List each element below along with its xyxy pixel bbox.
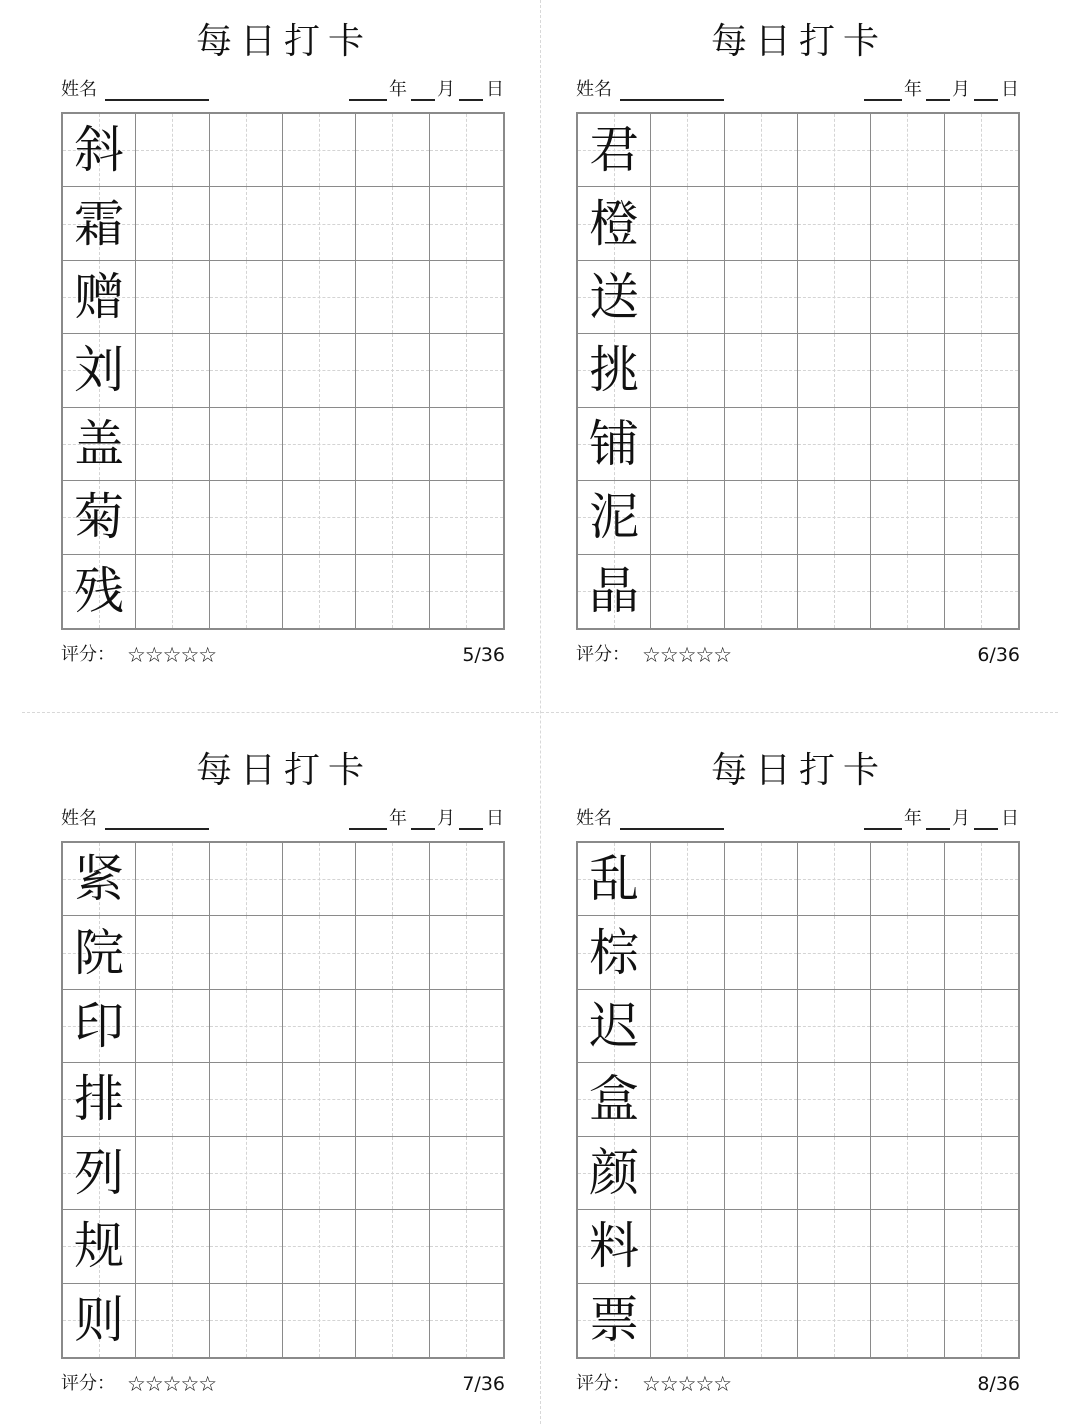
- practice-cell[interactable]: [798, 990, 871, 1063]
- practice-cell[interactable]: [210, 1284, 283, 1357]
- model-character: 君: [589, 121, 640, 180]
- practice-grid: [576, 841, 1020, 1359]
- model-character-cell: [578, 334, 651, 407]
- worksheet-title: 每日打卡: [710, 750, 887, 791]
- practice-cell[interactable]: [871, 843, 944, 916]
- worksheet: [61, 0, 507, 690]
- day-blank-line[interactable]: [974, 828, 998, 830]
- practice-cell[interactable]: [356, 334, 429, 407]
- year-label: 年: [389, 79, 407, 100]
- practice-cell[interactable]: [283, 334, 356, 407]
- name-date-row: [576, 806, 1022, 832]
- practice-cell[interactable]: [283, 114, 356, 187]
- model-character: 斜: [74, 121, 125, 180]
- practice-cell[interactable]: [430, 990, 503, 1063]
- practice-cell[interactable]: [210, 187, 283, 260]
- practice-cell[interactable]: [356, 1284, 429, 1357]
- practice-cell[interactable]: [651, 187, 724, 260]
- practice-cell[interactable]: [283, 481, 356, 554]
- name-label: 姓名: [576, 808, 612, 829]
- month-blank-line[interactable]: [926, 828, 950, 830]
- name-blank-line[interactable]: [620, 99, 724, 101]
- practice-cell[interactable]: [430, 1210, 503, 1283]
- practice-cell[interactable]: [283, 1284, 356, 1357]
- model-character-cell: [578, 916, 651, 989]
- model-character: 迟: [589, 997, 640, 1056]
- rating-stars[interactable]: ☆☆☆☆☆: [642, 1372, 732, 1396]
- practice-cell[interactable]: [136, 990, 209, 1063]
- practice-cell[interactable]: [725, 916, 798, 989]
- practice-cell[interactable]: [356, 408, 429, 481]
- name-blank-line[interactable]: [620, 828, 724, 830]
- practice-cell[interactable]: [871, 916, 944, 989]
- practice-cell[interactable]: [283, 990, 356, 1063]
- model-character-cell: [63, 990, 136, 1063]
- practice-cell[interactable]: [210, 843, 283, 916]
- practice-cell[interactable]: [871, 1284, 944, 1357]
- practice-cell[interactable]: [430, 1284, 503, 1357]
- practice-cell[interactable]: [356, 1063, 429, 1136]
- month-blank-line[interactable]: [411, 828, 435, 830]
- score-label: 评分：: [576, 1373, 630, 1394]
- model-character: 霜: [74, 194, 125, 253]
- model-character-cell: [63, 408, 136, 481]
- worksheet: [61, 729, 507, 1419]
- practice-cell[interactable]: [945, 1137, 1018, 1210]
- model-character-cell: [63, 187, 136, 260]
- page-number: 6/36: [977, 644, 1020, 666]
- month-label: 月: [952, 79, 970, 100]
- practice-cell[interactable]: [356, 555, 429, 628]
- worksheet-footer: [576, 1371, 1020, 1397]
- practice-cell[interactable]: [871, 555, 944, 628]
- practice-cell[interactable]: [283, 187, 356, 260]
- practice-cell[interactable]: [651, 1284, 724, 1357]
- worksheet-footer: [61, 1371, 505, 1397]
- model-character: 残: [74, 562, 125, 621]
- practice-cell[interactable]: [430, 114, 503, 187]
- day-blank-line[interactable]: [459, 828, 483, 830]
- practice-cell[interactable]: [210, 990, 283, 1063]
- practice-cell[interactable]: [430, 334, 503, 407]
- practice-cell[interactable]: [945, 261, 1018, 334]
- model-character-cell: [578, 1210, 651, 1283]
- practice-cell[interactable]: [871, 408, 944, 481]
- page-number: 5/36: [462, 644, 505, 666]
- practice-cell[interactable]: [210, 1210, 283, 1283]
- practice-cell[interactable]: [430, 408, 503, 481]
- model-character: 列: [74, 1143, 125, 1202]
- model-character: 铺: [589, 414, 640, 473]
- practice-cell[interactable]: [651, 114, 724, 187]
- model-character-cell: [578, 261, 651, 334]
- practice-cell[interactable]: [871, 261, 944, 334]
- practice-cell[interactable]: [430, 1137, 503, 1210]
- practice-cell[interactable]: [283, 843, 356, 916]
- day-label: 日: [1001, 79, 1019, 100]
- model-character-cell: [63, 261, 136, 334]
- practice-cell[interactable]: [283, 1210, 356, 1283]
- practice-cell[interactable]: [945, 990, 1018, 1063]
- practice-cell[interactable]: [798, 187, 871, 260]
- practice-cell[interactable]: [871, 481, 944, 554]
- year-blank-line[interactable]: [349, 99, 387, 101]
- practice-cell[interactable]: [356, 1210, 429, 1283]
- model-character-cell: [63, 1063, 136, 1136]
- month-label: 月: [437, 808, 455, 829]
- practice-cell[interactable]: [651, 843, 724, 916]
- practice-cell[interactable]: [356, 187, 429, 260]
- practice-cell[interactable]: [136, 1137, 209, 1210]
- practice-cell[interactable]: [136, 843, 209, 916]
- practice-cell[interactable]: [871, 334, 944, 407]
- model-character: 盖: [74, 414, 125, 473]
- practice-cell[interactable]: [945, 1210, 1018, 1283]
- model-character: 规: [74, 1217, 125, 1276]
- rating-stars[interactable]: ☆☆☆☆☆: [642, 643, 732, 667]
- practice-cell[interactable]: [356, 481, 429, 554]
- practice-cell[interactable]: [945, 555, 1018, 628]
- practice-cell[interactable]: [136, 1284, 209, 1357]
- practice-cell[interactable]: [945, 1063, 1018, 1136]
- practice-cell[interactable]: [798, 843, 871, 916]
- model-character: 菊: [74, 488, 125, 547]
- model-character: 颜: [589, 1143, 640, 1202]
- practice-cell[interactable]: [356, 843, 429, 916]
- model-character-cell: [63, 481, 136, 554]
- practice-cell[interactable]: [725, 261, 798, 334]
- practice-cell[interactable]: [798, 1284, 871, 1357]
- model-character-cell: [63, 916, 136, 989]
- name-blank-line[interactable]: [105, 99, 209, 101]
- practice-cell[interactable]: [798, 114, 871, 187]
- practice-cell[interactable]: [283, 261, 356, 334]
- year-blank-line[interactable]: [864, 828, 902, 830]
- practice-cell[interactable]: [136, 261, 209, 334]
- practice-cell[interactable]: [283, 1063, 356, 1136]
- month-blank-line[interactable]: [411, 99, 435, 101]
- horizontal-cut-line: [22, 712, 1058, 713]
- worksheet: [576, 0, 1022, 690]
- model-character-cell: [578, 114, 651, 187]
- practice-cell[interactable]: [651, 990, 724, 1063]
- model-character-cell: [578, 990, 651, 1063]
- practice-cell[interactable]: [136, 334, 209, 407]
- practice-cell[interactable]: [136, 555, 209, 628]
- page-number: 8/36: [977, 1373, 1020, 1395]
- practice-cell[interactable]: [651, 1063, 724, 1136]
- practice-cell[interactable]: [798, 1210, 871, 1283]
- practice-cell[interactable]: [651, 1137, 724, 1210]
- name-label: 姓名: [576, 79, 612, 100]
- name-date-row: [61, 77, 507, 103]
- model-character: 刘: [74, 341, 125, 400]
- day-label: 日: [486, 79, 504, 100]
- practice-cell[interactable]: [210, 261, 283, 334]
- name-blank-line[interactable]: [105, 828, 209, 830]
- practice-cell[interactable]: [651, 334, 724, 407]
- practice-grid: [61, 841, 505, 1359]
- model-character-cell: [63, 1210, 136, 1283]
- model-character-cell: [578, 481, 651, 554]
- practice-cell[interactable]: [136, 481, 209, 554]
- practice-cell[interactable]: [945, 187, 1018, 260]
- practice-cell[interactable]: [651, 1210, 724, 1283]
- practice-cell[interactable]: [798, 408, 871, 481]
- practice-cell[interactable]: [356, 261, 429, 334]
- practice-cell[interactable]: [725, 334, 798, 407]
- rating-stars[interactable]: ☆☆☆☆☆: [127, 1372, 217, 1396]
- practice-cell[interactable]: [798, 334, 871, 407]
- model-character: 棕: [589, 923, 640, 982]
- practice-cell[interactable]: [136, 1210, 209, 1283]
- model-character: 票: [589, 1291, 640, 1350]
- model-character-cell: [578, 1063, 651, 1136]
- practice-cell[interactable]: [945, 481, 1018, 554]
- score-label: 评分：: [61, 1373, 115, 1394]
- practice-cell[interactable]: [283, 916, 356, 989]
- practice-cell[interactable]: [136, 114, 209, 187]
- model-character-cell: [63, 1137, 136, 1210]
- practice-cell[interactable]: [798, 481, 871, 554]
- model-character: 晶: [589, 562, 640, 621]
- model-character: 则: [74, 1291, 125, 1350]
- year-label: 年: [389, 808, 407, 829]
- worksheet: [576, 729, 1022, 1419]
- month-label: 月: [437, 79, 455, 100]
- practice-cell[interactable]: [725, 187, 798, 260]
- practice-cell[interactable]: [210, 1137, 283, 1210]
- practice-cell[interactable]: [283, 408, 356, 481]
- practice-cell[interactable]: [871, 187, 944, 260]
- practice-cell[interactable]: [945, 1284, 1018, 1357]
- practice-cell[interactable]: [945, 334, 1018, 407]
- worksheet-title: 每日打卡: [195, 21, 372, 62]
- practice-cell[interactable]: [356, 114, 429, 187]
- practice-cell[interactable]: [210, 334, 283, 407]
- model-character: 紧: [74, 850, 125, 909]
- practice-cell[interactable]: [945, 408, 1018, 481]
- year-label: 年: [904, 808, 922, 829]
- practice-cell[interactable]: [283, 1137, 356, 1210]
- practice-cell[interactable]: [430, 1063, 503, 1136]
- practice-cell[interactable]: [798, 555, 871, 628]
- practice-cell[interactable]: [210, 408, 283, 481]
- practice-cell[interactable]: [283, 555, 356, 628]
- practice-cell[interactable]: [356, 990, 429, 1063]
- name-label: 姓名: [61, 79, 97, 100]
- practice-cell[interactable]: [651, 481, 724, 554]
- practice-cell[interactable]: [430, 555, 503, 628]
- practice-cell[interactable]: [871, 990, 944, 1063]
- practice-cell[interactable]: [725, 1210, 798, 1283]
- practice-cell[interactable]: [210, 481, 283, 554]
- page-number: 7/36: [462, 1373, 505, 1395]
- day-label: 日: [486, 808, 504, 829]
- practice-cell[interactable]: [651, 261, 724, 334]
- day-blank-line[interactable]: [974, 99, 998, 101]
- name-label: 姓名: [61, 808, 97, 829]
- practice-cell[interactable]: [725, 1063, 798, 1136]
- model-character-cell: [63, 555, 136, 628]
- practice-cell[interactable]: [945, 114, 1018, 187]
- practice-cell[interactable]: [651, 916, 724, 989]
- practice-cell[interactable]: [725, 843, 798, 916]
- model-character: 赠: [74, 268, 125, 327]
- practice-cell[interactable]: [430, 916, 503, 989]
- practice-grid: [576, 112, 1020, 630]
- worksheet-title: 每日打卡: [195, 750, 372, 791]
- model-character: 排: [74, 1070, 125, 1129]
- model-character-cell: [63, 114, 136, 187]
- model-character: 橙: [589, 194, 640, 253]
- practice-cell[interactable]: [725, 1137, 798, 1210]
- practice-cell[interactable]: [430, 187, 503, 260]
- year-blank-line[interactable]: [349, 828, 387, 830]
- score-label: 评分：: [576, 644, 630, 665]
- practice-cell[interactable]: [725, 408, 798, 481]
- model-character-cell: [578, 187, 651, 260]
- model-character: 料: [589, 1217, 640, 1276]
- practice-cell[interactable]: [210, 1063, 283, 1136]
- worksheet-footer: [61, 642, 505, 668]
- practice-cell[interactable]: [725, 990, 798, 1063]
- worksheet-footer: [576, 642, 1020, 668]
- practice-cell[interactable]: [430, 481, 503, 554]
- day-blank-line[interactable]: [459, 99, 483, 101]
- practice-cell[interactable]: [871, 1063, 944, 1136]
- model-character-cell: [578, 1137, 651, 1210]
- practice-cell[interactable]: [136, 408, 209, 481]
- practice-cell[interactable]: [651, 408, 724, 481]
- model-character: 送: [589, 268, 640, 327]
- year-label: 年: [904, 79, 922, 100]
- model-character: 院: [74, 923, 125, 982]
- practice-cell[interactable]: [798, 916, 871, 989]
- practice-cell[interactable]: [356, 916, 429, 989]
- practice-cell[interactable]: [136, 1063, 209, 1136]
- name-date-row: [61, 806, 507, 832]
- model-character-cell: [578, 843, 651, 916]
- name-date-row: [576, 77, 1022, 103]
- practice-cell[interactable]: [210, 114, 283, 187]
- model-character-cell: [63, 843, 136, 916]
- practice-cell[interactable]: [871, 1137, 944, 1210]
- practice-cell[interactable]: [871, 1210, 944, 1283]
- practice-cell[interactable]: [725, 555, 798, 628]
- practice-cell[interactable]: [136, 187, 209, 260]
- model-character: 印: [74, 997, 125, 1056]
- model-character: 泥: [589, 488, 640, 547]
- practice-cell[interactable]: [210, 916, 283, 989]
- practice-cell[interactable]: [651, 555, 724, 628]
- model-character-cell: [63, 1284, 136, 1357]
- year-blank-line[interactable]: [864, 99, 902, 101]
- practice-cell[interactable]: [725, 481, 798, 554]
- practice-cell[interactable]: [210, 555, 283, 628]
- month-label: 月: [952, 808, 970, 829]
- practice-cell[interactable]: [430, 843, 503, 916]
- worksheet-title: 每日打卡: [710, 21, 887, 62]
- model-character-cell: [578, 555, 651, 628]
- model-character: 盒: [589, 1070, 640, 1129]
- practice-cell[interactable]: [725, 1284, 798, 1357]
- practice-cell[interactable]: [798, 1137, 871, 1210]
- practice-cell[interactable]: [430, 261, 503, 334]
- practice-cell[interactable]: [725, 114, 798, 187]
- model-character: 乱: [589, 850, 640, 909]
- day-label: 日: [1001, 808, 1019, 829]
- model-character-cell: [63, 334, 136, 407]
- practice-cell[interactable]: [945, 916, 1018, 989]
- score-label: 评分：: [61, 644, 115, 665]
- practice-grid: [61, 112, 505, 630]
- month-blank-line[interactable]: [926, 99, 950, 101]
- practice-cell[interactable]: [356, 1137, 429, 1210]
- practice-cell[interactable]: [798, 261, 871, 334]
- practice-cell[interactable]: [136, 916, 209, 989]
- rating-stars[interactable]: ☆☆☆☆☆: [127, 643, 217, 667]
- practice-cell[interactable]: [798, 1063, 871, 1136]
- model-character-cell: [578, 408, 651, 481]
- model-character: 挑: [589, 341, 640, 400]
- practice-cell[interactable]: [945, 843, 1018, 916]
- model-character-cell: [578, 1284, 651, 1357]
- practice-cell[interactable]: [871, 114, 944, 187]
